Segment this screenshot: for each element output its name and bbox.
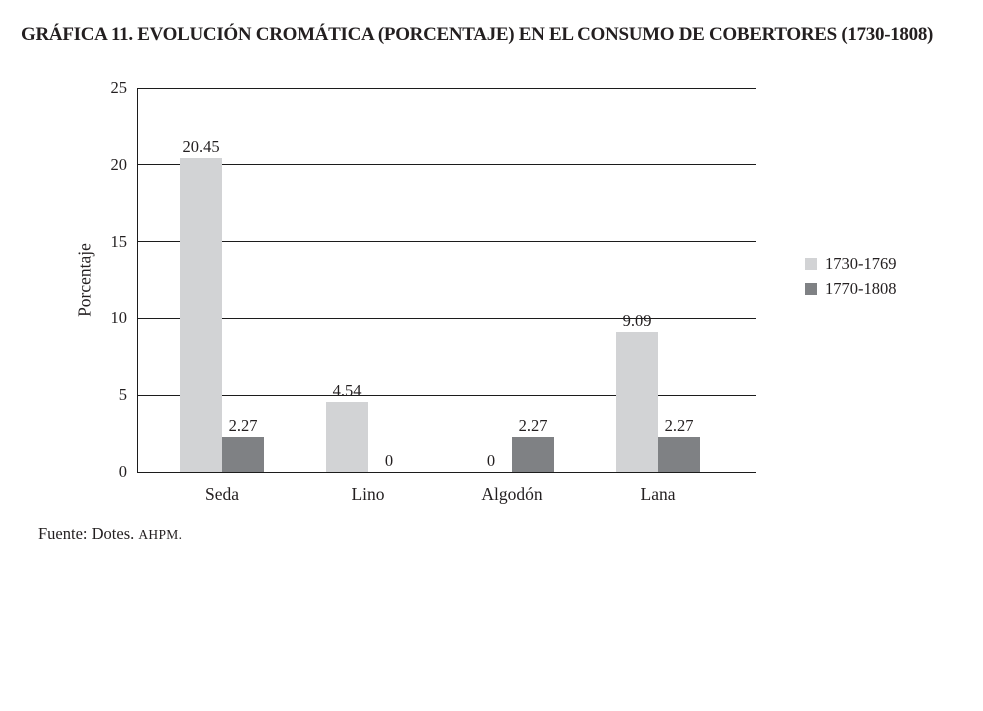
legend-label: 1770-1808	[825, 279, 897, 298]
x-category-label: Seda	[204, 484, 240, 504]
legend-item-1770-1808	[805, 281, 897, 297]
gridline	[138, 241, 756, 242]
legend-swatch-icon	[805, 258, 817, 270]
x-category-label: Lana	[640, 484, 676, 504]
y-tick-label: 10	[110, 308, 127, 328]
y-tick-label: 20	[110, 154, 127, 174]
y-tick-label: 5	[118, 385, 127, 405]
source-acronym: AHPM.	[138, 527, 183, 542]
bar-lana-1730-1769	[616, 332, 658, 472]
y-tick-label: 0	[118, 462, 127, 481]
value-label: 9.09	[622, 311, 652, 331]
legend	[805, 256, 897, 306]
y-tick-label: 25	[110, 78, 127, 97]
value-label: 0	[384, 451, 394, 470]
y-axis-label: Porcentaje	[74, 243, 95, 317]
legend-item-1730-1769	[805, 256, 897, 272]
gridline	[138, 88, 756, 89]
legend-swatch-icon	[805, 283, 817, 295]
y-tick-label: 15	[110, 231, 127, 251]
source-note	[38, 524, 182, 544]
gridline	[138, 164, 756, 165]
value-label: 4.54	[332, 381, 362, 401]
legend-label: 1730-1769	[825, 254, 897, 273]
plot-area	[110, 78, 756, 504]
source-text: Fuente: Dotes.	[38, 524, 139, 543]
bar-seda-1770-1808	[222, 437, 264, 472]
value-label: 0	[486, 451, 496, 470]
value-label: 20.45	[182, 136, 220, 156]
bar-lana-1770-1808	[658, 437, 700, 472]
chart-title: GRÁFICA 11. EVOLUCIÓN CROMÁTICA (PORCENTAJE) EN EL CONSUMO DE COBERTORES (1730-1808)	[21, 24, 934, 45]
value-label: 2.27	[664, 416, 694, 436]
value-label: 2.27	[518, 416, 548, 436]
x-category-label: Lino	[351, 484, 385, 504]
value-label: 2.27	[228, 416, 258, 436]
x-category-label: Algodón	[481, 484, 543, 504]
gridline	[138, 395, 756, 396]
